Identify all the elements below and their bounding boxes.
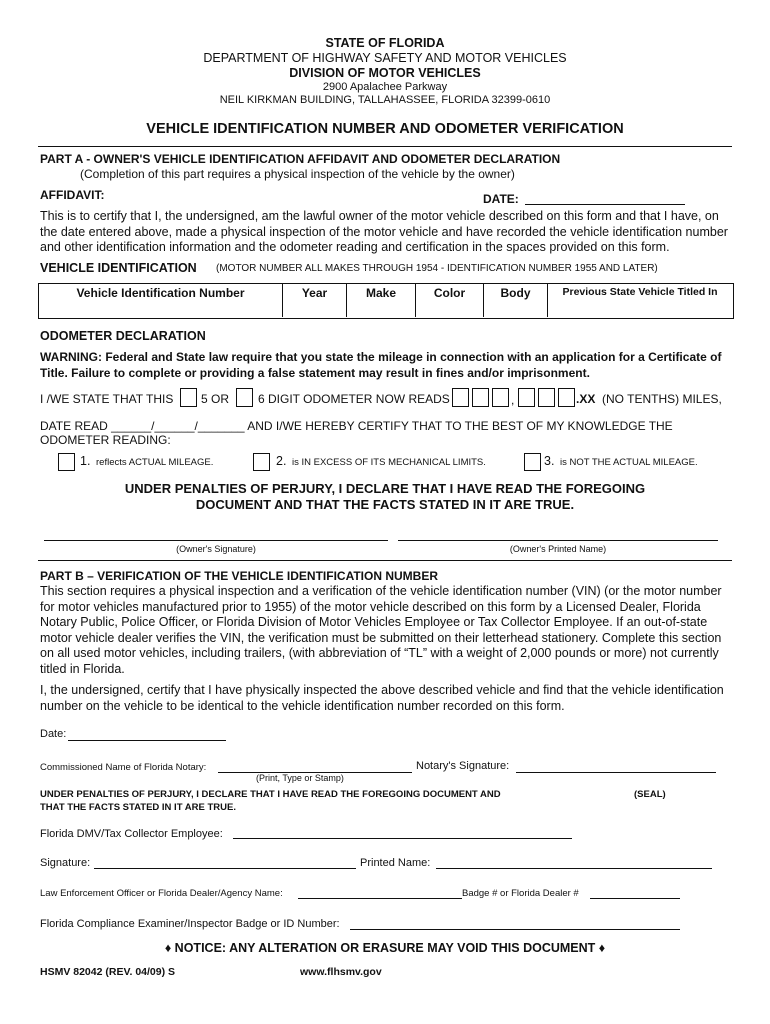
- state-prefix: I /WE STATE THAT THIS: [40, 392, 174, 406]
- certification-paragraph: I, the undersigned, certify that I have physically inspected the above described vehicle and find that the vehicle identification number on the vehicle to be identical to the vehicle identification number recorded on this form.: [40, 683, 724, 713]
- year-input[interactable]: [284, 300, 345, 316]
- column-year: Year: [301, 286, 328, 300]
- option-number: 1.: [80, 454, 91, 468]
- not-actual-mileage-checkbox[interactable]: [524, 453, 541, 471]
- affidavit-text: This is to certify that I, the undersigned, am the lawful owner of the motor vehicle described on this form and that I have, on the date entered above, made a physical inspection of the motor vehicle and have recorded the vehicle identification number and other identification information and the odometer reading and certification in the spaces provided on this form.: [40, 209, 728, 254]
- odometer-digit-box[interactable]: [472, 388, 489, 407]
- law-enforcement-label: Law Enforcement Officer or Florida Dealer/Agency Name:: [40, 888, 283, 899]
- printed-name-field[interactable]: [436, 868, 712, 869]
- column-previous-state: Previous State Vehicle Titled In: [562, 286, 718, 298]
- no-tenths-label: (NO TENTHS) MILES,: [602, 392, 722, 406]
- signature-field[interactable]: [94, 868, 356, 869]
- signature-label: Signature:: [40, 857, 91, 869]
- perjury-b-line2: THAT THE FACTS STATED IN IT ARE TRUE.: [40, 802, 236, 813]
- option-text: reflects ACTUAL MILEAGE.: [96, 457, 214, 468]
- vehicle-id-note: (MOTOR NUMBER ALL MAKES THROUGH 1954 - IDENTIFICATION NUMBER 1955 AND LATER): [216, 263, 658, 274]
- website-link[interactable]: www.flhsmv.gov: [300, 966, 382, 978]
- perjury-statement-line2: DOCUMENT AND THAT THE FACTS STATED IN IT ARE TRUE.: [195, 497, 575, 512]
- part-b-paragraph: This section requires a physical inspection and a verification of the vehicle identification number (VIN) (or the motor number for motor vehicles manufactured prior to 1955) of the motor vehicle described on this form by a Licensed Dealer, Florida Notary Public, Police Officer, or Florida Division of Motor Vehicles Employee or Tax Collector Employee. If an out-of-state motor vehicle dealer verifies the VIN, the verification must be submitted on their letterhead stationery. Complete this section on all used motor vehicles, including trailers, (with abbreviation of “TL” with a weight of 2,000 pounds or more) not currently titled in Florida.: [40, 584, 722, 676]
- badge-field[interactable]: [590, 898, 680, 899]
- owner-printed-name-field[interactable]: [398, 540, 718, 541]
- odometer-digit-box[interactable]: [558, 388, 575, 407]
- column-make: Make: [365, 286, 397, 300]
- perjury-b-line1: UNDER PENALTIES OF PERJURY, I DECLARE THAT I HAVE READ THE FOREGOING DOCUMENT AND: [40, 789, 501, 800]
- street-address: 2900 Apalachee Parkway: [322, 81, 448, 93]
- excess-mileage-checkbox[interactable]: [253, 453, 270, 471]
- vin-input[interactable]: [40, 300, 281, 316]
- odometer-reading-label: ODOMETER READING:: [40, 433, 171, 447]
- alteration-notice: ♦ NOTICE: ANY ALTERATION OR ERASURE MAY VOID THIS DOCUMENT ♦: [164, 941, 606, 955]
- compliance-label: Florida Compliance Examiner/Inspector Badge or ID Number:: [40, 918, 340, 930]
- perjury-statement-line1: UNDER PENALTIES OF PERJURY, I DECLARE THAT I HAVE READ THE FOREGOING: [124, 481, 646, 496]
- title-divider: [38, 146, 732, 147]
- odometer-digit-box[interactable]: [518, 388, 535, 407]
- division-name: DIVISION OF MOTOR VEHICLES: [289, 66, 481, 80]
- owner-printed-name-caption: (Owner's Printed Name): [509, 544, 607, 554]
- notary-signature-label: Notary's Signature:: [416, 760, 510, 772]
- odometer-digit-box[interactable]: [452, 388, 469, 407]
- xx-label: .XX: [576, 392, 596, 406]
- printed-name-label: Printed Name:: [360, 857, 431, 869]
- law-enforcement-field[interactable]: [298, 898, 462, 899]
- six-digit-checkbox[interactable]: [236, 388, 253, 407]
- color-input[interactable]: [417, 300, 482, 316]
- date-label: DATE:: [483, 192, 519, 206]
- odometer-comma: ,: [511, 393, 515, 407]
- print-type-stamp-caption: (Print, Type or Stamp): [256, 773, 344, 783]
- six-digit-label: 6 DIGIT ODOMETER NOW READS: [258, 392, 450, 406]
- compliance-field[interactable]: [350, 929, 680, 930]
- make-input[interactable]: [348, 300, 414, 316]
- five-digit-checkbox[interactable]: [180, 388, 197, 407]
- option-text: is NOT THE ACTUAL MILEAGE.: [560, 457, 698, 468]
- previous-state-input[interactable]: [549, 300, 731, 316]
- odometer-digit-box[interactable]: [538, 388, 555, 407]
- form-title: VEHICLE IDENTIFICATION NUMBER AND ODOMETER VERIFICATION: [146, 121, 624, 137]
- building-address: NEIL KIRKMAN BUILDING, TALLAHASSEE, FLORIDA 32399-0610: [219, 94, 551, 106]
- odometer-warning: WARNING: Federal and State law require that you state the mileage in connection with an application for a Certificate of Title. Failure to complete or providing a false statement may result in fines and/or imprisonment.: [40, 350, 722, 380]
- owner-signature-field[interactable]: [44, 540, 388, 541]
- date-read-line[interactable]: DATE READ ______/______/_______ AND I/WE HEREBY CERTIFY THAT TO THE BEST OF MY KNOWLEDGE THE: [40, 419, 673, 433]
- part-b-date-field[interactable]: [68, 740, 226, 741]
- section-divider: [38, 560, 732, 561]
- column-color: Color: [433, 286, 466, 300]
- option-number: 3.: [544, 454, 555, 468]
- part-b-date-label: Date:: [40, 728, 67, 740]
- column-vin: Vehicle Identification Number: [76, 286, 245, 300]
- dmv-employee-label: Florida DMV/Tax Collector Employee:: [40, 828, 223, 840]
- body-input[interactable]: [485, 300, 546, 316]
- seal-label: (SEAL): [634, 789, 666, 800]
- form-number: HSMV 82042 (REV. 04/09) S: [40, 966, 176, 978]
- odometer-digit-box[interactable]: [492, 388, 509, 407]
- state-title: STATE OF FLORIDA: [325, 36, 445, 50]
- badge-label: Badge # or Florida Dealer #: [462, 888, 579, 899]
- option-text: is IN EXCESS OF ITS MECHANICAL LIMITS.: [292, 457, 486, 468]
- department-name: DEPARTMENT OF HIGHWAY SAFETY AND MOTOR VEHICLES: [203, 51, 567, 65]
- column-body: Body: [500, 286, 531, 300]
- actual-mileage-checkbox[interactable]: [58, 453, 75, 471]
- notary-signature-field[interactable]: [516, 772, 716, 773]
- part-a-subheading: (Completion of this part requires a physical inspection of the vehicle by the owner): [80, 167, 515, 181]
- notary-name-label: Commissioned Name of Florida Notary:: [40, 762, 207, 773]
- affidavit-label: AFFIDAVIT:: [40, 188, 105, 202]
- option-number: 2.: [276, 454, 287, 468]
- odometer-heading: ODOMETER DECLARATION: [40, 329, 206, 343]
- owner-signature-caption: (Owner's Signature): [176, 544, 256, 554]
- part-b-heading: PART B – VERIFICATION OF THE VEHICLE IDENTIFICATION NUMBER: [40, 569, 439, 583]
- five-or-label: 5 OR: [201, 392, 230, 406]
- part-a-heading: PART A - OWNER'S VEHICLE IDENTIFICATION AFFIDAVIT AND ODOMETER DECLARATION: [40, 152, 561, 166]
- date-field[interactable]: [525, 204, 685, 205]
- dmv-employee-field[interactable]: [233, 838, 572, 839]
- vehicle-id-label: VEHICLE IDENTIFICATION: [40, 261, 197, 275]
